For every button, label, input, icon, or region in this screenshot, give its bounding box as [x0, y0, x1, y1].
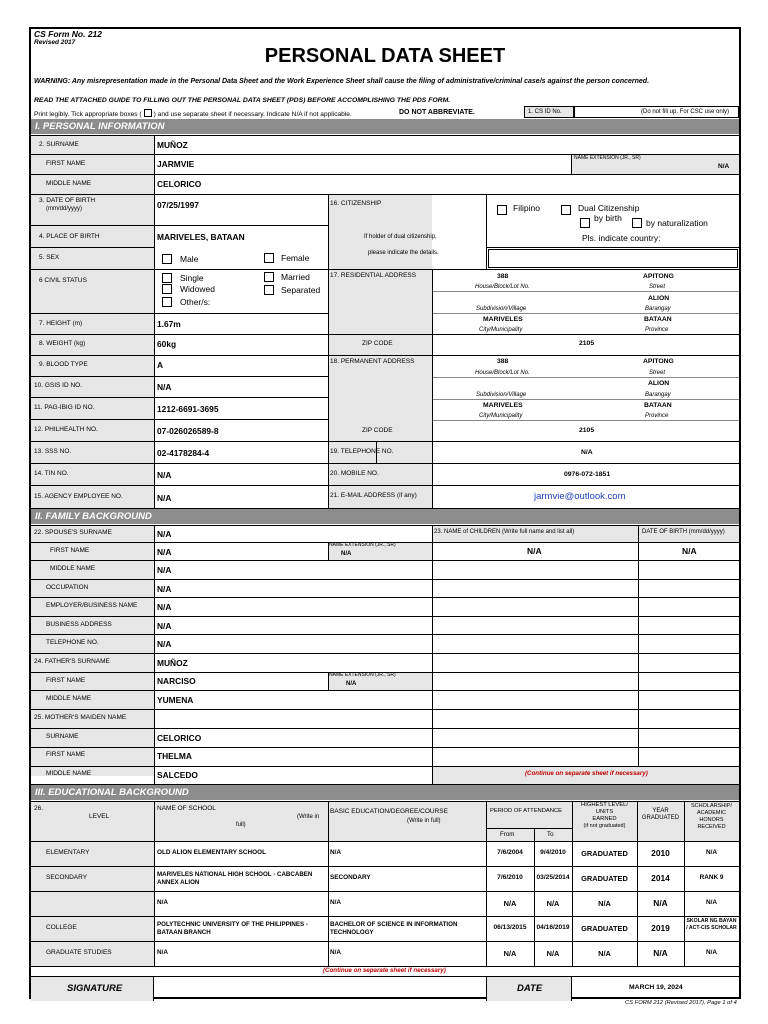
edu-to[interactable]: 04/16/2019 — [536, 924, 570, 931]
no-abbreviate: DO NOT ABBREVIATE. — [399, 109, 475, 116]
edu-course[interactable]: N/A — [330, 899, 342, 906]
signature-field[interactable] — [154, 977, 486, 1001]
edu-year[interactable]: 2010 — [651, 848, 670, 858]
edu-course[interactable]: BACHELOR OF SCIENCE IN INFORMATION TECHNOLOGY — [330, 921, 458, 936]
height-label: 7. HEIGHT (m) — [39, 320, 83, 327]
mother-middle-name-value[interactable]: SALCEDO — [157, 770, 198, 780]
edu-row-college — [31, 916, 739, 941]
citizenship-dual-checkbox[interactable] — [561, 205, 571, 215]
civil-others-label: Other/s: — [180, 297, 211, 307]
edu-course[interactable]: N/A — [330, 949, 342, 956]
edu-year-header-1: YEAR — [652, 808, 669, 814]
res-street-value[interactable]: APITONG — [643, 273, 674, 280]
father-surname-value[interactable]: MUÑOZ — [157, 658, 188, 668]
pds-form — [29, 27, 741, 999]
sss-label: 13. SSS NO. — [34, 448, 72, 455]
pob-value[interactable]: MARIVELES, BATAAN — [157, 232, 245, 242]
edu-from[interactable]: 7/6/2004 — [497, 849, 523, 856]
citizenship-by-birth-checkbox[interactable] — [580, 218, 590, 228]
edu-to[interactable]: 03/25/2014 — [536, 874, 570, 881]
dob-format: (mm/dd/yyyy) — [46, 206, 82, 212]
edu-school-header: NAME OF SCHOOL — [157, 805, 216, 812]
first-name-label: FIRST NAME — [46, 160, 86, 167]
edu-row-vocational — [31, 891, 739, 916]
edu-period-from: From — [500, 831, 515, 838]
edu-year[interactable]: 2019 — [651, 923, 670, 933]
res-city-sublabel: City/Municipality — [479, 327, 523, 333]
res-city-value[interactable]: MARIVELES — [483, 316, 523, 323]
edu-honors-header-1: SCHOLARSHIP/ — [691, 803, 732, 809]
edu-honors[interactable]: N/A — [705, 899, 717, 906]
mother-first-name-value[interactable]: THELMA — [157, 751, 192, 761]
sex-female-label: Female — [281, 253, 310, 263]
edu-item-number: 26. — [34, 805, 44, 812]
citizenship-by-naturalization-checkbox[interactable] — [632, 218, 642, 228]
edu-highest-header-3: EARNED — [592, 816, 617, 822]
form-number: CS Form No. 212 — [34, 29, 103, 39]
perm-street-value[interactable]: APITONG — [643, 358, 674, 365]
residential-address-label: 17. RESIDENTIAL ADDRESS — [330, 272, 417, 279]
edu-from[interactable]: N/A — [503, 899, 517, 908]
edu-school-full: full) — [236, 822, 246, 828]
edu-period-header: PERIOD OF ATTENDANCE — [490, 808, 563, 814]
form-footer: CS FORM 212 (Revised 2017), Page 1 of 4 — [625, 1000, 737, 1006]
blood-type-label: 9. BLOOD TYPE — [39, 361, 88, 368]
tin-value[interactable]: N/A — [157, 470, 172, 480]
edu-honors-header-3: HONORS — [699, 817, 724, 823]
perm-zip-label: ZIP CODE — [362, 427, 393, 434]
mobile-label: 20. MOBILE NO. — [330, 470, 379, 477]
children-name-header: 23. NAME of CHILDREN (Write full name and list all) — [434, 529, 575, 535]
section-personal-information: I. PERSONAL INFORMATION — [31, 119, 739, 134]
perm-barangay-sublabel: Barangay — [645, 392, 671, 398]
edu-honors[interactable]: N/A — [705, 949, 717, 956]
date-label: DATE — [517, 983, 543, 994]
civil-married-label: Married — [281, 272, 310, 282]
father-first-name-label: FIRST NAME — [46, 677, 86, 684]
spouse-surname-value[interactable]: N/A — [157, 529, 172, 539]
print-instruction-b: ) and use separate sheet if necessary. Indicate N/A if not applicable. — [153, 111, 352, 118]
sss-value[interactable]: 02-4178284-4 — [157, 448, 210, 458]
spouse-first-name-label: FIRST NAME — [50, 547, 90, 554]
edu-school[interactable]: N/A — [157, 899, 169, 906]
email-label: 21. E-MAIL ADDRESS (if any) — [330, 492, 417, 499]
edu-year-header-2: GRADUATED — [641, 815, 680, 821]
occupation-value[interactable]: N/A — [157, 584, 172, 594]
telephone-label: 19. TELEPHONE NO. — [330, 448, 394, 455]
spouse-telephone-value[interactable]: N/A — [157, 639, 172, 649]
res-zip-value[interactable]: 2105 — [579, 340, 595, 347]
edu-row-elementary — [31, 841, 739, 866]
guide-text: READ THE ATTACHED GUIDE TO FILLING OUT THE PERSONAL DATA SHEET (PDS) BEFORE ACCOMPLISHING THE PDS FORM. — [34, 97, 451, 104]
surname-value[interactable]: MUÑOZ — [157, 140, 188, 150]
edu-honors[interactable]: RANK 9 — [699, 874, 724, 881]
business-address-value[interactable]: N/A — [157, 621, 172, 631]
business-address-label: BUSINESS ADDRESS — [46, 621, 112, 628]
perm-province-sublabel: Province — [645, 413, 669, 419]
spouse-middle-name-value[interactable]: N/A — [157, 565, 172, 575]
family-continue-note: (Continue on separate sheet if necessary) — [525, 770, 648, 777]
edu-school[interactable]: POLYTECHNIC UNIVERSITY OF THE PHILIPPINES - BATAAN BRANCH — [157, 921, 308, 936]
date-value[interactable]: MARCH 19, 2024 — [629, 984, 683, 991]
weight-label: 8. WEIGHT (kg) — [39, 340, 86, 347]
edu-highest[interactable]: GRADUATED — [581, 924, 628, 933]
tick-sample-box — [144, 109, 152, 117]
edu-level: GRADUATE STUDIES — [46, 949, 112, 956]
perm-barangay-value[interactable]: ALION — [648, 380, 670, 387]
res-zip-label: ZIP CODE — [362, 340, 393, 347]
edu-honors[interactable]: SKOLAR NG BAYAN / ACT-CIS SCHOLAR — [686, 918, 737, 931]
mother-surname-label: SURNAME — [46, 733, 79, 740]
name-ext-label: NAME EXTENSION (JR., SR) — [574, 155, 641, 161]
spouse-first-name-value[interactable]: N/A — [157, 547, 172, 557]
res-province-sublabel: Province — [645, 327, 669, 333]
edu-level: ELEMENTARY — [46, 849, 90, 856]
gsis-value[interactable]: N/A — [157, 382, 172, 392]
edu-continue-note: (Continue on separate sheet if necessary) — [323, 967, 446, 974]
civil-single-checkbox[interactable] — [162, 273, 172, 283]
occupation-label: OCCUPATION — [46, 584, 89, 591]
father-middle-name-label: MIDDLE NAME — [46, 695, 92, 702]
gsis-label: 10. GSIS ID NO. — [34, 382, 83, 389]
res-house-sublabel: House/Block/Lot No. — [475, 284, 530, 290]
civil-widowed-checkbox[interactable] — [162, 284, 172, 294]
label-col-mid — [328, 194, 432, 508]
sex-female-checkbox[interactable] — [264, 253, 274, 263]
civil-separated-checkbox[interactable] — [264, 285, 274, 295]
civil-married-checkbox[interactable] — [264, 272, 274, 282]
edu-course[interactable]: SECONDARY — [330, 874, 371, 881]
perm-house-value[interactable]: 388 — [497, 358, 509, 365]
edu-school[interactable]: OLD ALION ELEMENTARY SCHOOL — [157, 849, 266, 856]
dual-country-select[interactable] — [488, 249, 738, 268]
edu-from[interactable]: N/A — [503, 949, 517, 958]
edu-highest-header-1: HIGHEST LEVEL/ — [581, 802, 628, 808]
mother-maiden-name-label: 25. MOTHER'S MAIDEN NAME — [34, 714, 127, 721]
edu-highest[interactable]: GRADUATED — [581, 874, 628, 883]
surname-label: 2. SURNAME — [39, 141, 79, 148]
children-dob-value[interactable]: N/A — [682, 546, 697, 556]
res-barangay-value[interactable]: ALION — [648, 295, 670, 302]
citizenship-by-birth-label: by birth — [594, 213, 622, 223]
dual-note-1: If holder of dual citizenship, — [364, 234, 437, 240]
spouse-name-ext-label: NAME EXTENSION (JR., SR) — [329, 542, 396, 548]
employer-label: EMPLOYER/BUSINESS NAME — [46, 602, 138, 609]
citizenship-dual-label: Dual Citizenship — [578, 203, 640, 213]
citizenship-by-naturalization-label: by naturalization — [646, 218, 708, 228]
section-family-background: II. FAMILY BACKGROUND — [31, 509, 739, 524]
edu-highest[interactable]: N/A — [598, 949, 611, 958]
father-middle-name-value[interactable]: YUMENA — [157, 695, 194, 705]
res-barangay-sublabel: Barangay — [645, 306, 671, 312]
civil-status-label: 6 CIVIL STATUS — [39, 277, 87, 284]
civil-widowed-label: Widowed — [180, 284, 215, 294]
name-ext-value[interactable]: N/A — [718, 163, 730, 170]
father-name-ext-label: NAME EXTENSION (JR., SR) — [329, 672, 396, 678]
perm-subdivision-sublabel: Subdivision/Village — [476, 392, 527, 398]
citizenship-filipino-checkbox[interactable] — [497, 205, 507, 215]
civil-separated-label: Separated — [281, 285, 321, 295]
signature-label: SIGNATURE — [67, 983, 123, 994]
print-instruction — [34, 109, 352, 119]
telephone-value[interactable]: N/A — [581, 449, 593, 456]
civil-others-checkbox[interactable] — [162, 297, 172, 307]
edu-year[interactable]: N/A — [653, 898, 668, 908]
height-value[interactable]: 1.67m — [157, 319, 181, 329]
edu-level: SECONDARY — [46, 874, 88, 881]
agency-label: 15. AGENCY EMPLOYEE NO. — [34, 493, 123, 500]
pagibig-value[interactable]: 1212-6691-3695 — [157, 404, 219, 414]
form-revised: Revised 2017 — [34, 39, 76, 46]
perm-zip-value[interactable]: 2105 — [579, 427, 595, 434]
print-instruction-a: Print legibly. Tick appropriate boxes ( — [34, 111, 142, 118]
edu-school-write-full: (Write in — [297, 814, 320, 820]
warning-text: WARNING: Any misrepresentation made in the Personal Data Sheet and the Work Experience Sheet shall cause the filing of administrative/criminal case/s against the person concerned. — [34, 78, 650, 85]
edu-row-graduate — [31, 941, 739, 966]
mother-surname-value[interactable]: CELORICO — [157, 733, 202, 743]
tin-label: 14. TIN NO. — [34, 470, 69, 477]
citizenship-filipino-label: Filipino — [513, 203, 540, 213]
edu-year[interactable]: 2014 — [651, 873, 670, 883]
section-educational-background: III. EDUCATIONAL BACKGROUND — [31, 785, 739, 800]
weight-value[interactable]: 60kg — [157, 339, 177, 349]
res-subdivision-sublabel: Subdivision/Village — [476, 306, 527, 312]
edu-school[interactable]: N/A — [157, 949, 169, 956]
edu-school[interactable]: MARIVELES NATIONAL HIGH SCHOOL - CABCABEN ANNEX ALION — [157, 871, 313, 886]
father-name-ext-value[interactable]: N/A — [346, 681, 357, 687]
edu-year[interactable]: N/A — [653, 948, 668, 958]
dob-value[interactable]: 07/25/1997 — [157, 200, 199, 210]
philhealth-label: 12. PHILHEALTH NO. — [34, 426, 98, 433]
father-surname-label: 24. FATHER'S SURNAME — [34, 658, 110, 665]
first-name-value[interactable]: JARMVIE — [157, 159, 195, 169]
spouse-middle-name-label: MIDDLE NAME — [50, 565, 96, 572]
perm-house-sublabel: House/Block/Lot No. — [475, 370, 530, 376]
edu-from[interactable]: 7/6/2010 — [497, 874, 523, 881]
spouse-surname-label: 22. SPOUSE'S SURNAME — [34, 529, 112, 536]
edu-highest[interactable]: N/A — [598, 899, 611, 908]
edu-highest-header-4: (if not graduated) — [583, 823, 626, 829]
sex-male-label: Male — [180, 254, 199, 264]
mother-first-name-label: FIRST NAME — [46, 751, 86, 758]
citizenship-label: 16. CITIZENSHIP — [330, 200, 382, 207]
email-value[interactable]: jarmvie@outlook.com — [534, 491, 626, 502]
res-house-value[interactable]: 388 — [497, 273, 509, 280]
agency-value[interactable]: N/A — [157, 493, 172, 503]
page-title: PERSONAL DATA SHEET — [264, 45, 506, 67]
mother-middle-name-label: MIDDLE NAME — [46, 770, 92, 777]
spouse-name-ext-value[interactable]: N/A — [341, 551, 352, 557]
father-first-name-value[interactable]: NARCISO — [157, 676, 196, 686]
edu-from[interactable]: 06/13/2015 — [493, 924, 527, 931]
blood-type-value[interactable]: A — [157, 360, 164, 370]
pob-label: 4. PLACE OF BIRTH — [39, 233, 100, 240]
edu-to[interactable]: N/A — [546, 899, 560, 908]
edu-row-secondary — [31, 866, 739, 891]
res-province-value[interactable]: BATAAN — [644, 316, 672, 323]
dob-label: 3. DATE OF BIRTH — [39, 197, 96, 204]
employer-value[interactable]: N/A — [157, 602, 172, 612]
perm-city-value[interactable]: MARIVELES — [483, 402, 523, 409]
edu-course-header: BASIC EDUCATION/DEGREE/COURSE — [330, 808, 448, 815]
civil-single-label: Single — [180, 273, 204, 283]
edu-level: COLLEGE — [46, 924, 77, 931]
philhealth-value[interactable]: 07-026026589-8 — [157, 426, 219, 436]
cs-id-label: 1. CS ID No. — [528, 109, 562, 115]
spouse-telephone-label: TELEPHONE NO. — [46, 639, 99, 646]
pagibig-label: 11. PAG-IBIG ID NO. — [34, 404, 95, 411]
edu-honors[interactable]: N/A — [705, 849, 717, 856]
cs-id-note: (Do not fill up. For CSC use only) — [641, 109, 730, 115]
dual-note-2: please indicate the details. — [368, 250, 439, 256]
edu-level-header: LEVEL — [89, 813, 110, 820]
sex-male-checkbox[interactable] — [162, 254, 172, 264]
perm-city-sublabel: City/Municipality — [479, 413, 523, 419]
edu-honors-header-4: RECEIVED — [697, 824, 726, 830]
res-street-sublabel: Street — [649, 284, 666, 290]
edu-course[interactable]: N/A — [330, 849, 342, 856]
pls-indicate-country: Pls. indicate country: — [582, 233, 661, 243]
children-name-value[interactable]: N/A — [527, 546, 542, 556]
edu-to[interactable]: N/A — [546, 949, 560, 958]
perm-province-value[interactable]: BATAAN — [644, 402, 672, 409]
edu-course-write-full: (Write in full) — [407, 818, 441, 824]
edu-highest[interactable]: GRADUATED — [581, 849, 628, 858]
sex-label: 5. SEX — [39, 254, 60, 261]
edu-highest-header-2: UNITS — [595, 809, 614, 815]
perm-street-sublabel: Street — [649, 370, 666, 376]
edu-honors-header-2: ACADEMIC — [696, 810, 727, 816]
edu-to[interactable]: 9/4/2010 — [540, 849, 566, 856]
mobile-value[interactable]: 0976-072-1851 — [564, 471, 611, 478]
middle-name-label: MIDDLE NAME — [46, 180, 92, 187]
middle-name-value[interactable]: CELORICO — [157, 179, 202, 189]
permanent-address-label: 18. PERMANENT ADDRESS — [330, 358, 415, 365]
edu-period-to: To — [547, 831, 554, 838]
children-dob-header: DATE OF BIRTH (mm/dd/yyyy) — [642, 529, 725, 535]
